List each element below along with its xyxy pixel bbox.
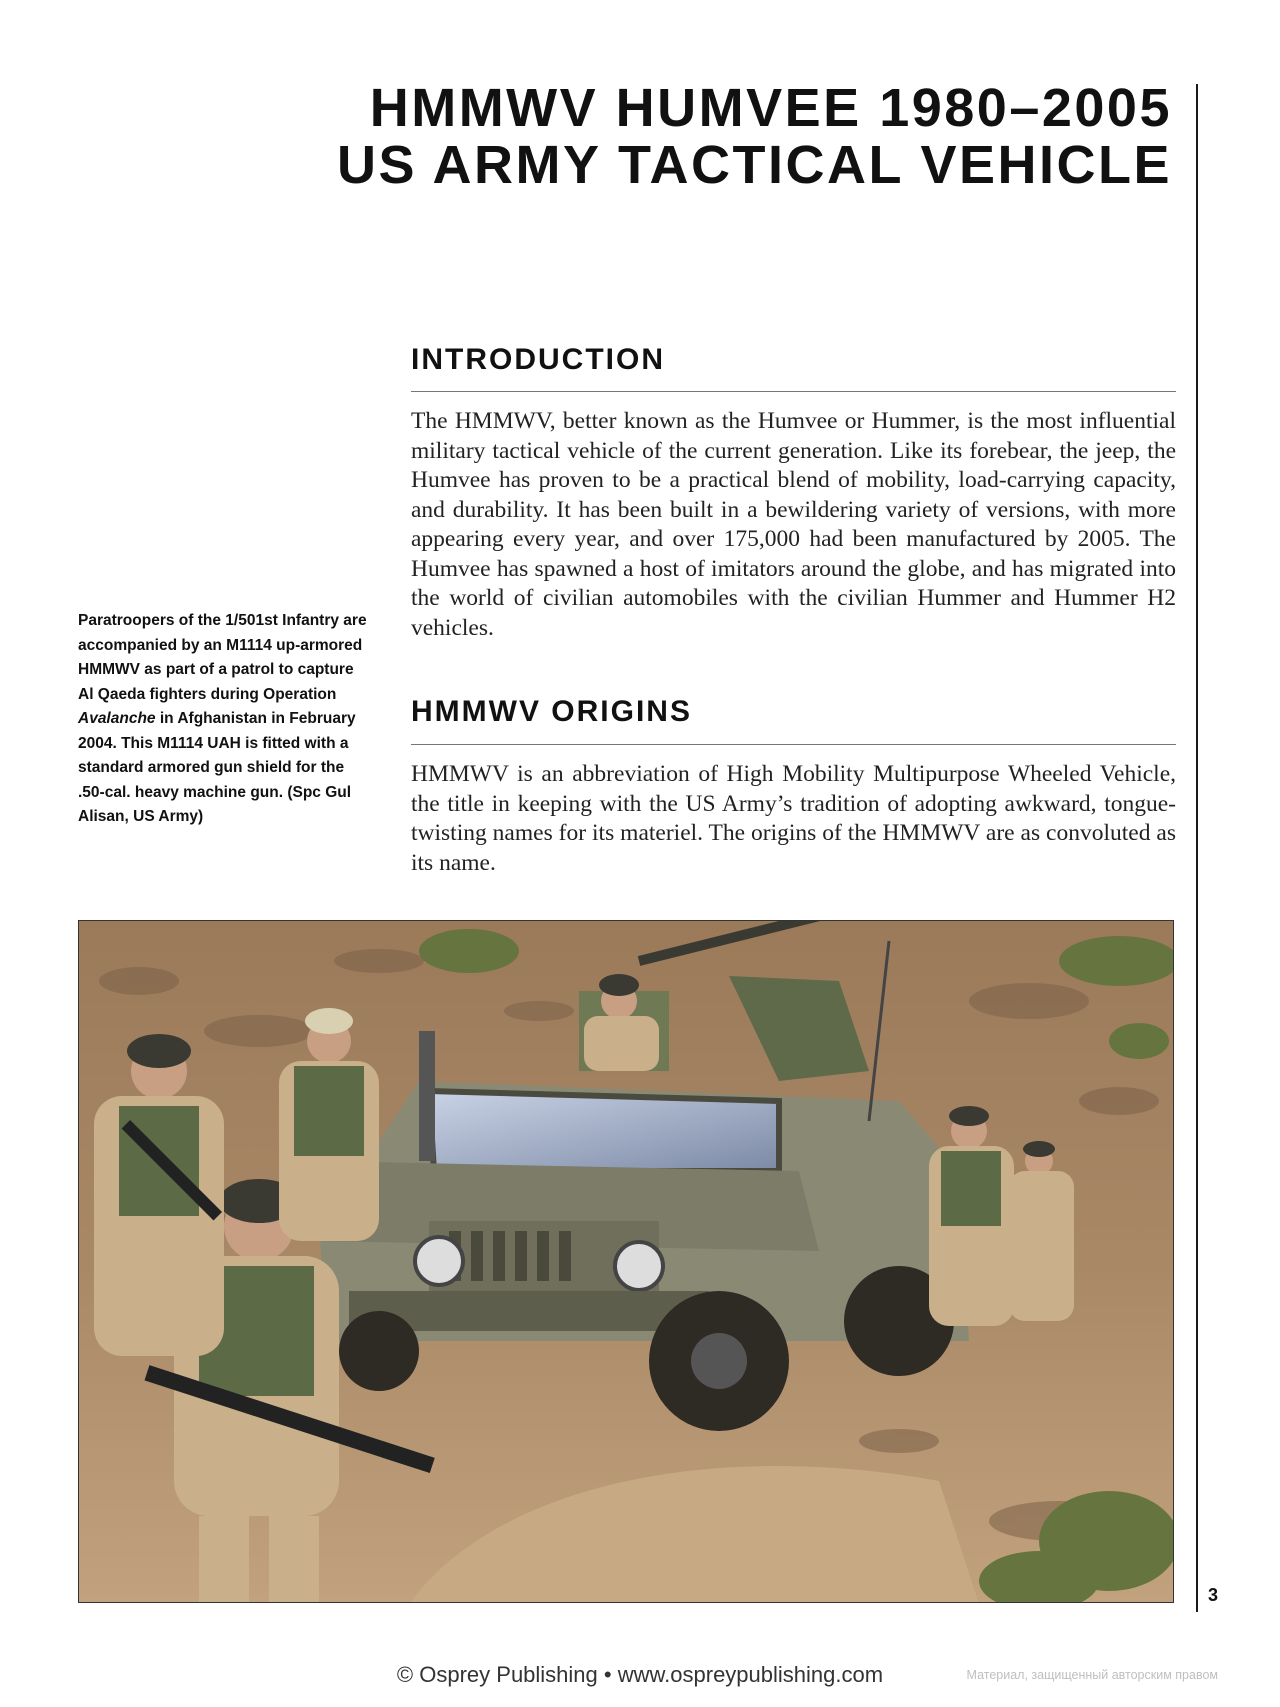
caption-text-b: in Afghanistan in February 2004. This M1114 UAH is fitted with a standard armored gun shield for the .50-cal. heavy machine gun. (Spc Gul Alisan, US Army) bbox=[78, 710, 356, 825]
page-title bbox=[212, 80, 1172, 194]
paragraph-origins: HMMWV is an abbreviation of High Mobility Multipurpose Wheeled Vehicle, the title in keeping with the US Army’s tradition of adopting awkward, tongue-twisting names for its materiel. The origins of the HMMWV are as convoluted as its name. bbox=[411, 761, 1176, 876]
vertical-rule bbox=[1196, 84, 1198, 1612]
section-heading-origins: HMMWV ORIGINS bbox=[411, 695, 692, 728]
paragraph-introduction: The HMMWV, better known as the Humvee or Hummer, is the most influential military tactical vehicle of the current generation. Like its forebear, the jeep, the Humvee has proven to be a practical blend of mobility, load-carrying capacity, and durability. It has been built in a bewildering variety of versions, with more appearing every year, and over 175,000 had been manufactured by 2005. The Humvee has spawned a host of imitators around the globe, and has migrated into the world of civilian automobiles with the civilian Hummer and Hummer H2 vehicles. bbox=[411, 408, 1176, 641]
title-line-2: US ARMY TACTICAL VEHICLE bbox=[336, 135, 1172, 195]
caption-operation-name: Avalanche bbox=[78, 710, 156, 727]
caption-text-a: Paratroopers of the 1/501st Infantry are accompanied by an M1114 up-armored HMMWV as part of a patrol to capture Al Qaeda fighters during Operation bbox=[78, 612, 367, 703]
humvee-patrol-photo bbox=[78, 920, 1174, 1603]
page-number: 3 bbox=[1208, 1585, 1219, 1605]
section-heading-introduction: INTRODUCTION bbox=[411, 343, 665, 376]
copyright-watermark: Материал, защищенный авторским правом bbox=[966, 1668, 1218, 1682]
title-line-1: HMMWV HUMVEE 1980–2005 bbox=[369, 78, 1172, 138]
heading-underline bbox=[411, 391, 1176, 392]
heading-underline bbox=[411, 744, 1176, 745]
publisher-footer: © Osprey Publishing • www.ospreypublishing.com bbox=[396, 1662, 884, 1687]
photo-caption bbox=[78, 609, 370, 830]
photo-illustration bbox=[79, 921, 1174, 1603]
